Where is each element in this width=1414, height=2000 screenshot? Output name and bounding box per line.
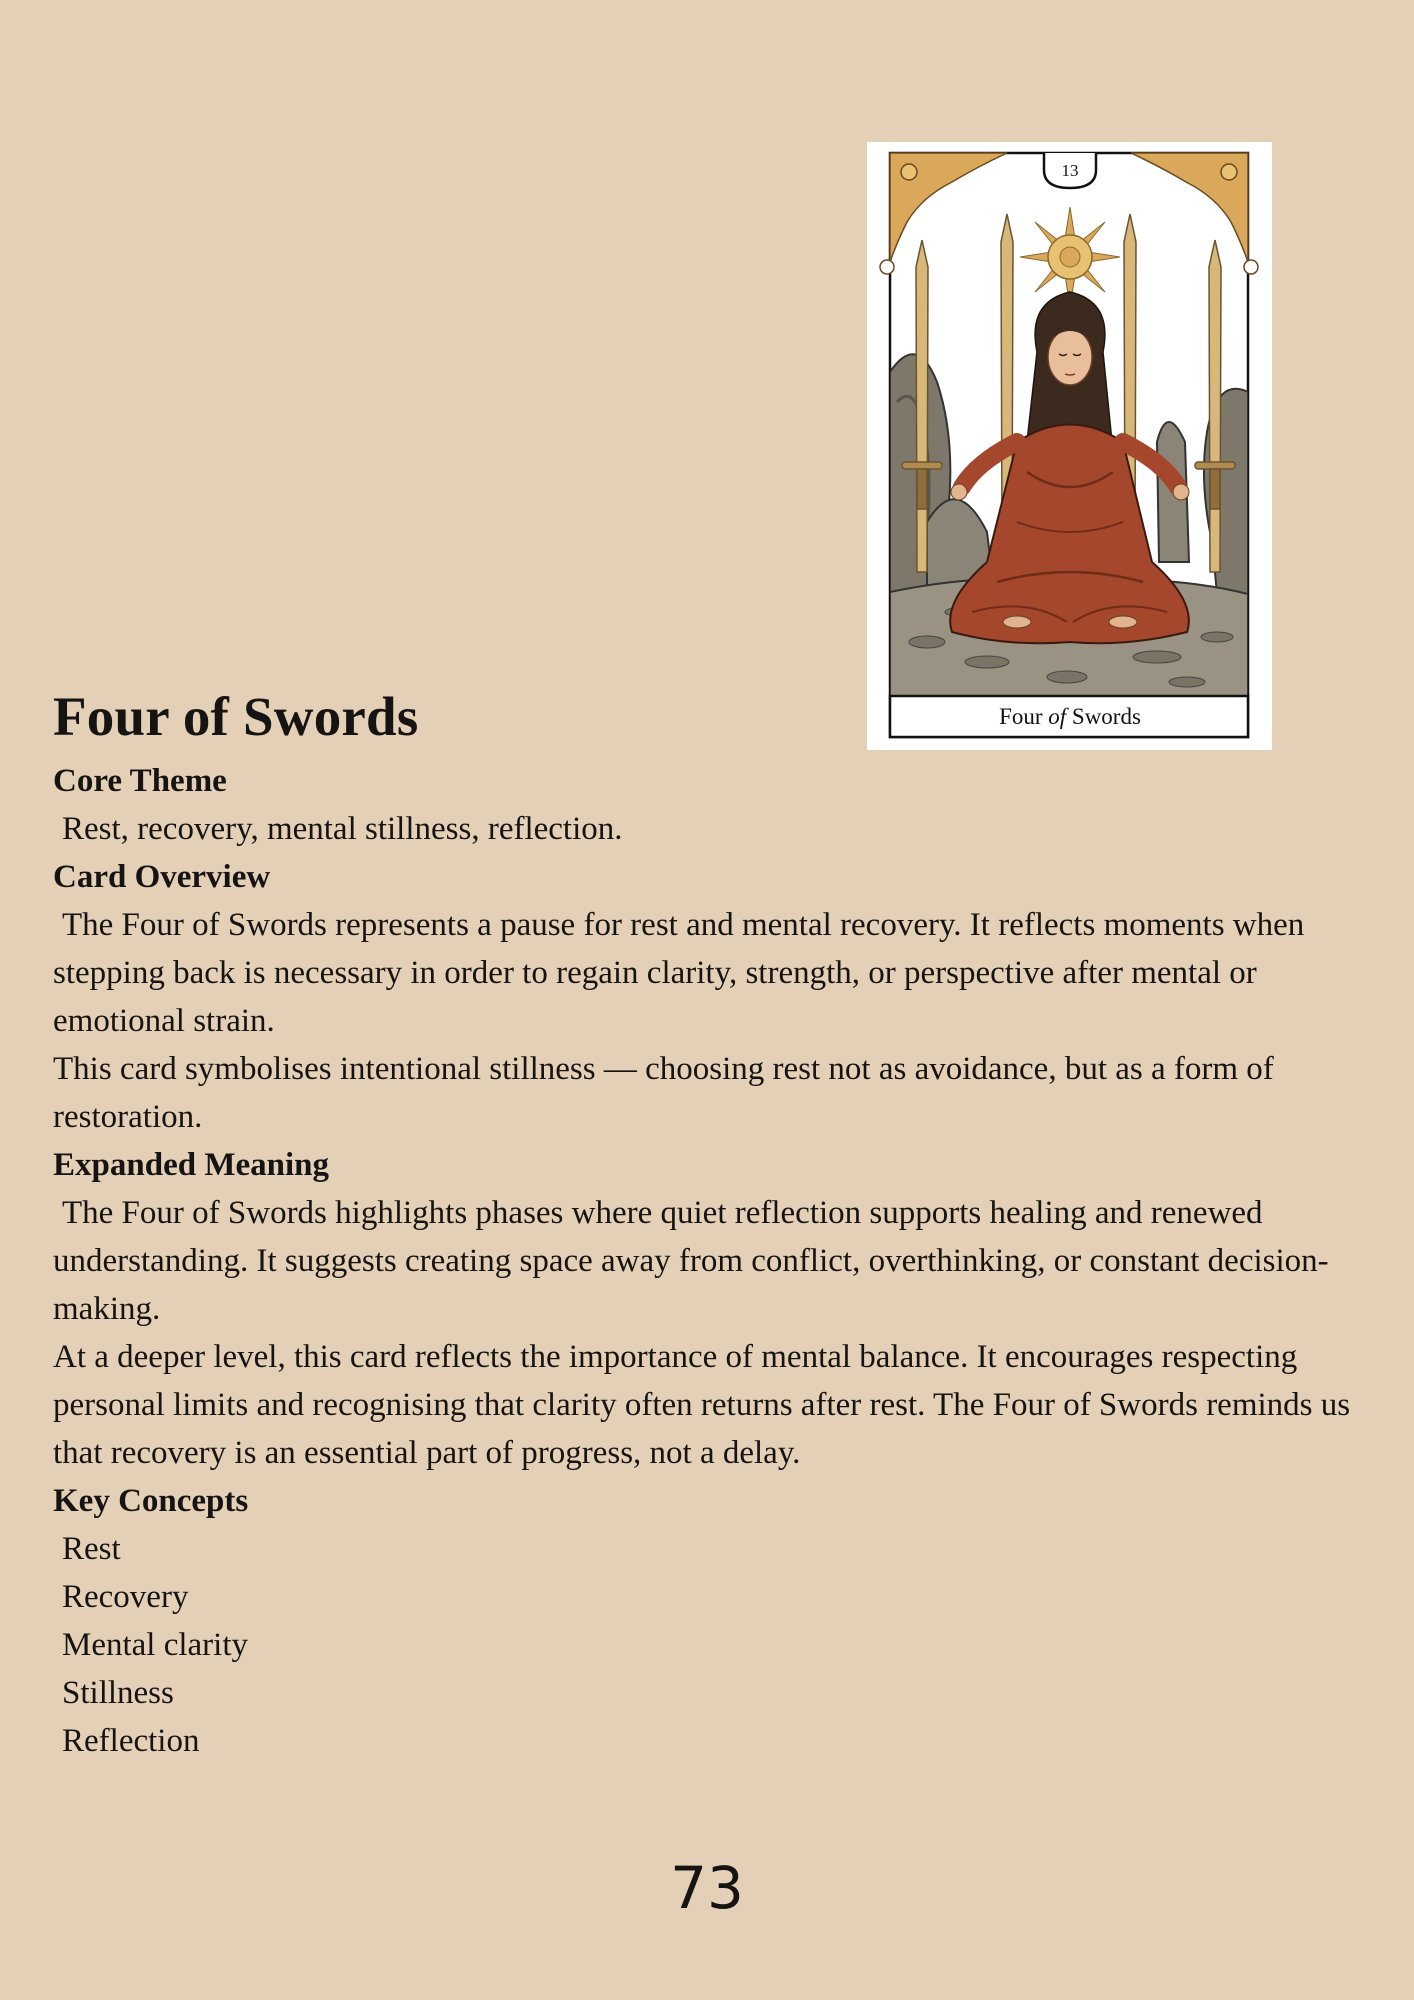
page-number: 73 <box>670 1854 744 1922</box>
core-theme-heading: Core Theme <box>53 763 227 799</box>
card-caption: Four of Swords <box>999 704 1141 729</box>
expanded-meaning-paragraph-2: At a deeper level, this card reflects the importance of mental balance. It encourages respecting personal limits and recognising that clarity often returns after rest. The Four of Swords reminds us that recovery is an essential part of progress, not a delay. <box>53 1339 1351 1471</box>
card-number: 13 <box>1061 161 1079 180</box>
tarot-card-image <box>867 142 1272 750</box>
key-concept-item: Stillness <box>62 1675 174 1711</box>
core-theme-text: Rest, recovery, mental stillness, reflection. <box>62 811 623 847</box>
key-concept-item: Recovery <box>62 1579 189 1615</box>
card-overview-heading: Card Overview <box>53 859 271 895</box>
key-concept-item: Reflection <box>62 1723 200 1759</box>
expanded-meaning-heading: Expanded Meaning <box>53 1147 329 1183</box>
key-concept-item: Mental clarity <box>62 1627 249 1663</box>
card-overview-paragraph-1: The Four of Swords represents a pause for rest and mental recovery. It reflects moments when stepping back is necessary in order to regain clarity, strength, or perspective after mental or emotional strain. <box>53 907 1305 1039</box>
expanded-meaning-paragraph-1: The Four of Swords highlights phases where quiet reflection supports healing and renewed understanding. It suggests creating space away from conflict, overthinking, or constant decision-making. <box>53 1195 1329 1327</box>
tarot-card-illustration <box>867 142 1272 750</box>
key-concept-item: Rest <box>62 1531 121 1567</box>
card-overview-paragraph-2: This card symbolises intentional stillness — choosing rest not as avoidance, but as a form of restoration. <box>53 1051 1274 1135</box>
key-concepts-list <box>53 1525 1363 1765</box>
page-title: Four of Swords <box>53 686 419 747</box>
key-concepts-heading: Key Concepts <box>53 1483 249 1519</box>
card-description <box>53 683 1363 1765</box>
